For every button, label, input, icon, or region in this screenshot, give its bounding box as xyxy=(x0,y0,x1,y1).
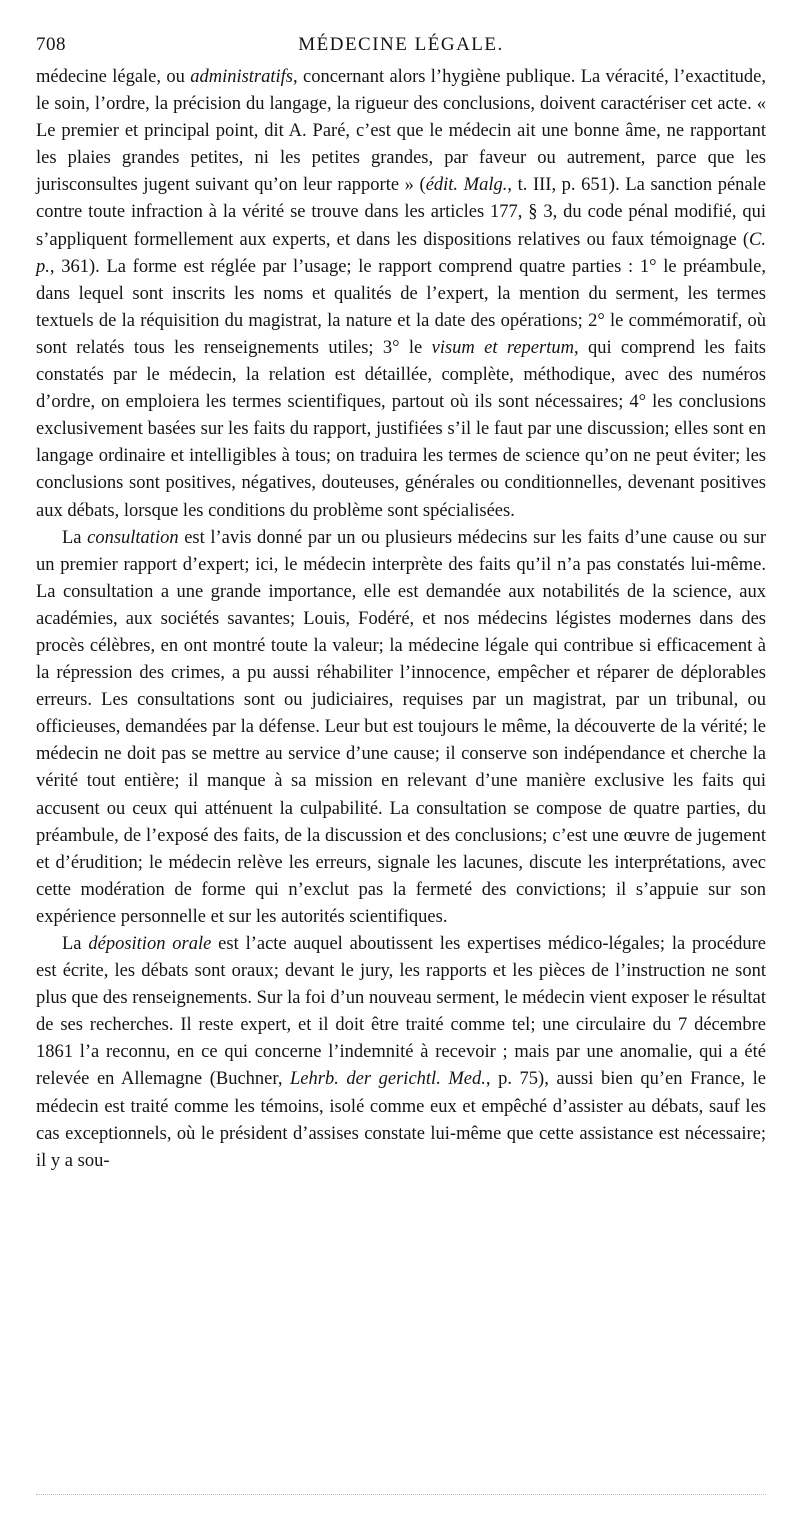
italic-term: administratifs xyxy=(190,67,294,87)
text-run: La xyxy=(62,934,89,954)
paragraph-deposition-orale xyxy=(36,931,766,1175)
paragraph-consultation xyxy=(36,525,766,931)
text-run: La xyxy=(62,527,88,548)
italic-term: déposition orale xyxy=(88,934,212,954)
italic-term: C. p. xyxy=(36,229,766,277)
paragraph-rapport xyxy=(36,64,766,525)
text-run: , qui comprend les faits constatés par le médecin, la relation est détaillée, complète, méthodique, avec des numéros d’ordre, on emploiera les termes scientifiques, partout où ils sont nécessaires; 4° les conclusions exclusivement basées sur les faits du rapport, justifiées s’il le faut par une discussion; elles sont en langage ordinaire et intelligibles à tous; on traduira les termes de science qu’on ne peut éviter; les conclusions sont positives, négatives, douteuses, générales ou conditionnelles, devenant positives aux débats, lorsque les conditions du problème sont spécialisées. xyxy=(36,337,767,521)
page-header xyxy=(36,30,766,60)
text-run: , 361). La forme est réglée par l’usage; le rapport comprend quatre parties : 1° le préambule, dans lequel sont inscrits les noms et qualités de l’expert, la mention du serment, les termes textuels de la réquisition du magistrat, la nature et la date des opérations; 2° le commémoratif, où sont relatés tous les renseignements utiles; 3° le xyxy=(36,256,766,358)
italic-term: édit. Malg. xyxy=(425,175,508,196)
italic-term: consultation xyxy=(87,527,179,548)
text-run: , concernant alors l’hygiène publique. La véracité, l’exactitude, le soin, l’ordre, la précision du langage, la rigueur des conclusions, doivent caractériser cet acte. « Le premier et principal point, dit A. Paré, c’est que le médecin ait une bonne âme, ne rapportant les plaies grandes petites, ni les petites grandes, par faveur ou autrement, parce que les jurisconsultes jugent suivant qu’on leur rapporte » ( xyxy=(36,67,766,196)
book-page xyxy=(36,30,766,1175)
body-text xyxy=(36,64,766,1175)
italic-term: Lehrb. der gerichtl. Med. xyxy=(290,1069,486,1090)
italic-term: visum et repertum xyxy=(431,337,574,358)
text-run: , t. III, p. 651). La sanction pénale contre toute infraction à la vérité se trouve dans les articles 177, § 3, du code pénal modifié, qui s’appliquent formellement aux experts, et dans les dispositions relatives ou faux témoignage ( xyxy=(36,175,766,250)
text-run: médecine légale, ou xyxy=(36,67,191,87)
footer-dotted-rule xyxy=(36,1494,766,1495)
text-run: est l’acte auquel aboutissent les expertises médico-légales; la procédure est écrite, les débats sont oraux; devant le jury, les rapports et les pièces de l’instruction ne sont plus que des renseignements. Sur la foi d’un nouveau serment, le médecin vient exposer le résultat de ses recherches. Il reste expert, et il doit être traité comme tel; une circulaire du 7 décembre 1861 l’a reconnu, en ce qui concerne l’indemnité à recevoir ; mais par une anomalie, qui a été relevée en Allemagne (Buchner, xyxy=(36,934,767,1090)
text-run: est l’avis donné par un ou plusieurs médecins sur les faits d’une cause ou sur un premier rapport d’expert; ici, le médecin interprète des faits qu’il n’a pas constatés lui-même. La consultation a une grande importance, elle est demandée aux notabilités de la science, aux académies, aux sociétés savantes; Louis, Fodéré, et nos médecins légistes modernes dans des procès célèbres, en ont montré toute la valeur; la médecine légale qui contribue si efficacement à la répression des crimes, a pu aussi réhabiliter l’innocence, empêcher et réparer de déplorables erreurs. Les consultations sont ou judiciaires, requises par un magistrat, par un tribunal, ou officieuses, demandées par la défense. Leur but est toujours le même, la découverte de la vérité; le médecin ne doit pas se mettre au service d’une cause; il conserve son indépendance et cherche la vérité tout entière; il manque à sa mission en relevant d’une manière exclusive les faits qui accusent ou ceux qui atténuent la culpabilité. La consultation se compose de quatre parties, du préambule, de l’exposé des faits, de la discussion et des conclusions; c’est une œuvre de jugement et d’érudition; le médecin relève les erreurs, signale les lacunes, discute les interprétations, avec cette modération de forme qui n’exclut pas la fermeté des convictions; il s’appuie sur son expérience personnelle et sur les autorités scientifiques. xyxy=(36,527,766,927)
running-title: MÉDECINE LÉGALE. xyxy=(298,34,504,55)
text-run: , p. 75), aussi bien qu’en France, le médecin est traité comme les témoins, isolé comme eux et empêché d’assister au débats, sauf les cas exceptionnels, où le président d’assises constate lui-même que cette assistance est nécessaire; il y a sou- xyxy=(36,1069,766,1171)
page-number: 708 xyxy=(36,34,66,55)
